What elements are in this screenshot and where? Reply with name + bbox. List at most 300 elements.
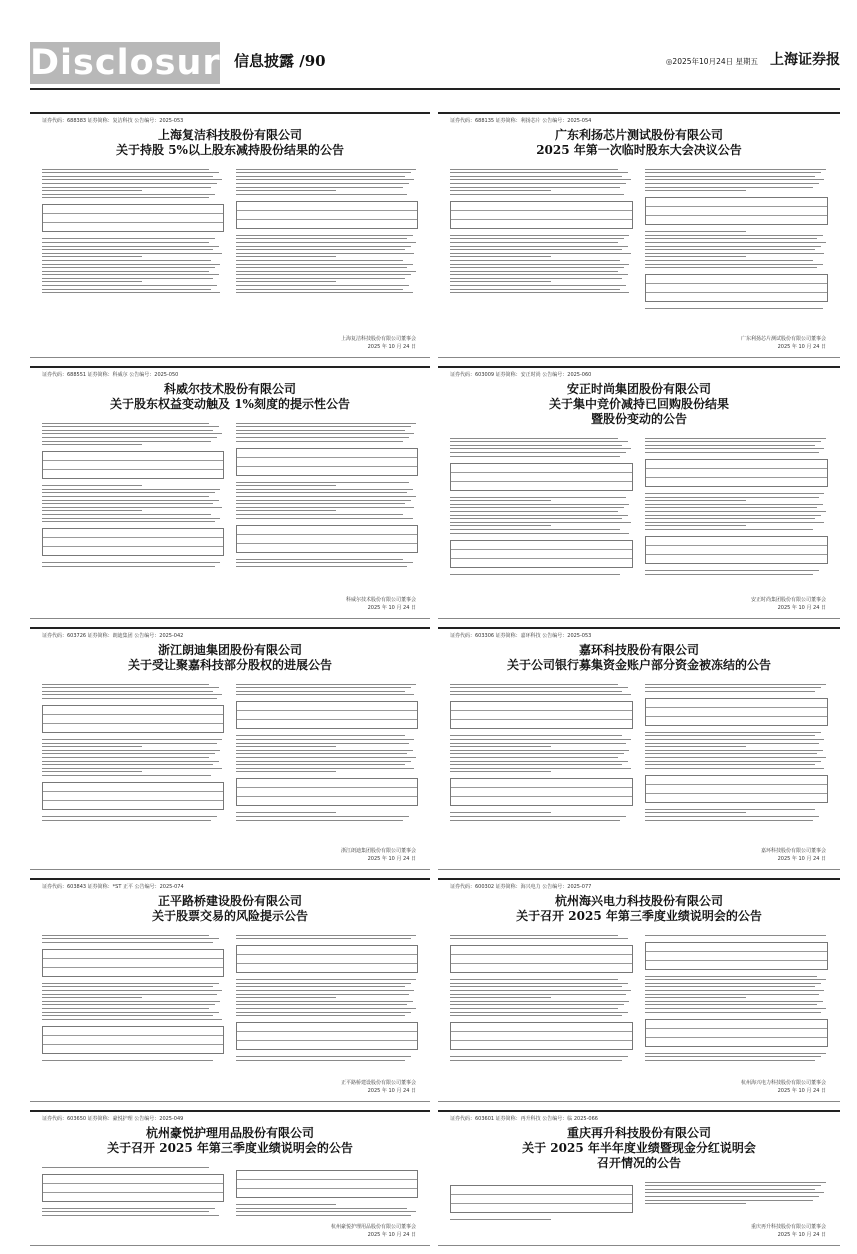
body-column — [236, 166, 418, 335]
text-line — [645, 504, 823, 505]
text-line — [645, 179, 824, 180]
announcement-codes: 证券代码：603009 证券简称：安正时尚 公告编号：2025-060 — [450, 372, 592, 378]
text-line — [450, 285, 626, 286]
text-line — [236, 1211, 416, 1212]
text-line — [42, 256, 142, 257]
text-line — [645, 1012, 821, 1013]
announcement-title-line: 关于集中竞价减持已回购股份结果 — [548, 397, 729, 411]
text-line — [236, 1001, 413, 1002]
text-line — [236, 735, 405, 736]
text-line — [450, 1056, 628, 1057]
text-line — [645, 1196, 819, 1197]
announcement-title — [30, 894, 430, 924]
text-line — [450, 452, 626, 453]
data-table — [42, 949, 224, 977]
text-line — [450, 990, 631, 991]
data-table — [42, 528, 224, 556]
announcement-signature — [751, 1223, 826, 1239]
announcement-codes: 证券代码：688135 证券简称：利扬芯片 公告编号：2025-054 — [450, 118, 592, 124]
text-line — [450, 187, 620, 188]
text-line — [42, 739, 222, 740]
body-column — [645, 1179, 828, 1223]
text-line — [236, 242, 416, 243]
text-line — [450, 529, 620, 530]
text-line — [645, 746, 746, 747]
text-line — [236, 489, 413, 490]
text-line — [236, 691, 405, 692]
text-line — [236, 812, 336, 813]
text-line — [645, 994, 819, 995]
text-line — [645, 684, 826, 685]
text-line — [236, 990, 414, 991]
text-line — [42, 1012, 219, 1013]
text-line — [450, 820, 620, 821]
data-table — [450, 945, 633, 973]
text-line — [42, 990, 222, 991]
text-line — [42, 503, 213, 504]
text-line — [645, 441, 821, 442]
text-line — [236, 492, 407, 493]
text-line — [450, 242, 618, 243]
signature-line: 正平路桥建设股份有限公司董事会 — [340, 1080, 416, 1086]
text-line — [236, 1012, 411, 1013]
text-line — [645, 1203, 746, 1204]
text-line — [236, 1008, 416, 1009]
text-line — [450, 504, 629, 505]
text-line — [645, 990, 824, 991]
text-line — [645, 249, 815, 250]
text-line — [42, 764, 213, 765]
text-line — [450, 746, 551, 747]
text-line — [450, 256, 551, 257]
signature-line: 安正时尚集团股份有限公司董事会 — [750, 597, 826, 603]
announcement-title — [438, 128, 840, 158]
text-line — [450, 1008, 618, 1009]
text-line — [236, 183, 409, 184]
text-line — [645, 1185, 821, 1186]
text-line — [236, 503, 405, 504]
text-line — [236, 194, 407, 195]
text-line — [236, 994, 409, 995]
text-line — [645, 267, 817, 268]
text-line — [450, 739, 631, 740]
text-line — [645, 438, 826, 439]
text-line — [42, 249, 213, 250]
text-line — [42, 267, 215, 268]
announcement-codes: 证券代码：603306 证券简称：嘉环科技 公告编号：2025-053 — [450, 633, 592, 639]
text-line — [645, 935, 826, 936]
text-line — [645, 253, 824, 254]
text-line — [645, 452, 819, 453]
text-line — [42, 197, 209, 198]
body-column — [42, 681, 224, 847]
text-line — [42, 246, 219, 247]
signature-line: 2025 年 10 月 24 日 — [367, 856, 416, 862]
text-line — [450, 515, 628, 516]
text-line — [450, 979, 618, 980]
text-line — [645, 238, 817, 239]
text-line — [42, 942, 213, 943]
text-line — [236, 816, 409, 817]
data-table — [42, 1174, 224, 1202]
text-line — [42, 562, 220, 563]
text-line — [450, 271, 618, 272]
text-line — [236, 687, 411, 688]
text-line — [42, 997, 142, 998]
announcement-body — [42, 681, 418, 847]
body-column — [645, 435, 828, 596]
text-line — [236, 190, 336, 191]
text-line — [236, 518, 413, 519]
data-table — [236, 1170, 418, 1198]
text-line — [236, 510, 336, 511]
announcement-title-line: 2025 年第一次临时股东大会决议公告 — [536, 143, 742, 157]
signature-line: 2025 年 10 月 24 日 — [367, 1232, 416, 1238]
text-line — [450, 574, 620, 575]
text-line — [645, 515, 821, 516]
announcement-title-line: 科威尔技术股份有限公司 — [163, 382, 296, 396]
text-line — [645, 750, 823, 751]
text-line — [42, 489, 220, 490]
text-line — [450, 511, 618, 512]
text-line — [236, 274, 411, 275]
text-line — [645, 764, 815, 765]
text-line — [450, 938, 628, 939]
announcement-codes: 证券代码：603601 证券简称：再升科技 公告编号：临 2025-066 — [450, 1116, 598, 1122]
data-table — [236, 201, 418, 229]
text-line — [42, 507, 222, 508]
text-line — [450, 183, 626, 184]
text-line — [450, 235, 629, 236]
text-line — [645, 1053, 826, 1054]
announcement-signature — [741, 335, 826, 351]
text-line — [645, 511, 826, 512]
text-line — [645, 976, 817, 977]
masthead — [30, 38, 840, 88]
announcement-title-line: 关于召开 2025 年第三季度业绩说明会的公告 — [516, 909, 762, 923]
announcement-title-line: 正平路桥建设股份有限公司 — [157, 894, 302, 908]
announcement-title-line: 浙江朗迪集团股份有限公司 — [157, 643, 302, 657]
text-line — [645, 500, 746, 501]
announcement-signature — [751, 596, 826, 612]
text-line — [236, 566, 407, 567]
text-line — [645, 242, 826, 243]
data-table — [450, 778, 633, 806]
text-line — [450, 753, 624, 754]
data-table — [42, 204, 224, 232]
text-line — [236, 1215, 411, 1216]
text-line — [645, 570, 819, 571]
text-line — [645, 445, 815, 446]
text-line — [236, 768, 414, 769]
announcement-title-line: 上海复洁科技股份有限公司 — [157, 128, 302, 142]
text-line — [42, 935, 209, 936]
data-table — [450, 1022, 633, 1050]
text-line — [450, 684, 618, 685]
data-table — [42, 451, 224, 479]
announcement-signature — [761, 847, 826, 863]
text-line — [236, 249, 405, 250]
announcement-title-line: 关于持股 5%以上股东减持股份结果的公告 — [116, 143, 344, 157]
text-line — [42, 775, 211, 776]
text-line — [236, 278, 405, 279]
text-line — [450, 274, 628, 275]
text-line — [42, 183, 217, 184]
text-line — [645, 739, 824, 740]
text-line — [42, 274, 219, 275]
text-line — [450, 278, 622, 279]
text-line — [42, 437, 217, 438]
text-line — [450, 289, 620, 290]
signature-line: 浙江朗迪集团股份有限公司董事会 — [340, 848, 416, 854]
text-line — [645, 820, 813, 821]
text-line — [645, 308, 823, 309]
data-table — [236, 448, 418, 476]
announcement-title — [438, 1126, 840, 1171]
text-line — [645, 176, 815, 177]
text-line — [236, 430, 405, 431]
text-line — [236, 739, 414, 740]
announcement-body — [42, 420, 418, 596]
text-line — [450, 1219, 551, 1220]
text-line — [236, 179, 414, 180]
text-line — [42, 172, 219, 173]
announcement-body — [42, 1164, 418, 1223]
text-line — [450, 743, 626, 744]
text-line — [42, 1001, 220, 1002]
text-line — [645, 809, 815, 810]
text-line — [645, 1182, 826, 1183]
text-line — [645, 687, 821, 688]
text-line — [42, 761, 219, 762]
text-line — [42, 994, 217, 995]
text-line — [236, 264, 413, 265]
text-line — [645, 768, 824, 769]
text-line — [236, 761, 411, 762]
issue-date: ◎2025年10月24日 星期五 — [665, 57, 758, 66]
text-line — [450, 253, 631, 254]
announcement-title-line: 暨股份变动的公告 — [590, 412, 687, 426]
text-line — [236, 187, 403, 188]
text-line — [42, 746, 142, 747]
text-line — [236, 1004, 407, 1005]
text-line — [236, 253, 414, 254]
text-line — [645, 735, 815, 736]
announcement-body — [450, 681, 828, 847]
data-table — [645, 942, 828, 970]
text-line — [450, 525, 551, 526]
text-line — [42, 242, 209, 243]
text-line — [450, 750, 629, 751]
text-line — [42, 694, 222, 695]
announcement-body — [450, 1179, 828, 1223]
text-line — [236, 514, 403, 515]
text-line — [42, 194, 215, 195]
text-line — [42, 430, 213, 431]
text-line — [645, 264, 823, 265]
announcement-codes: 证券代码：688383 证券简称：复洁科技 公告编号：2025-053 — [42, 118, 184, 124]
text-line — [645, 1004, 817, 1005]
text-line — [42, 1060, 213, 1061]
text-line — [236, 743, 409, 744]
text-line — [42, 271, 209, 272]
text-line — [42, 253, 222, 254]
text-line — [450, 497, 626, 498]
text-line — [236, 935, 416, 936]
text-line — [450, 438, 618, 439]
text-line — [450, 764, 622, 765]
text-line — [450, 1012, 628, 1013]
text-line — [645, 691, 815, 692]
body-column — [450, 1179, 633, 1223]
text-line — [645, 1001, 823, 1002]
text-line — [645, 169, 826, 170]
text-line — [450, 176, 622, 177]
text-line — [645, 1192, 824, 1193]
text-line — [450, 169, 618, 170]
text-line — [42, 496, 209, 497]
text-line — [645, 574, 813, 575]
text-line — [42, 757, 209, 758]
text-line — [645, 518, 815, 519]
announcement-signature — [341, 335, 416, 351]
text-line — [645, 1200, 813, 1201]
text-line — [42, 264, 220, 265]
text-line — [236, 1056, 411, 1057]
text-line — [42, 281, 142, 282]
text-line — [42, 698, 217, 699]
data-table — [42, 705, 224, 733]
text-line — [42, 687, 219, 688]
data-table — [645, 459, 828, 487]
text-line — [645, 1056, 821, 1057]
text-line — [42, 485, 142, 486]
announcement — [438, 1110, 840, 1246]
data-table — [645, 197, 828, 225]
text-line — [236, 496, 416, 497]
text-line — [42, 176, 213, 177]
announcement-title — [438, 894, 840, 924]
text-line — [450, 190, 551, 191]
announcement-body — [42, 166, 418, 335]
signature-line: 2025 年 10 月 24 日 — [777, 1232, 826, 1238]
text-line — [42, 441, 211, 442]
text-line — [42, 684, 209, 685]
data-table — [236, 1022, 418, 1050]
text-line — [236, 176, 405, 177]
signature-line: 2025 年 10 月 24 日 — [777, 605, 826, 611]
text-line — [42, 566, 215, 567]
body-column — [42, 166, 224, 335]
announcement-title-line: 安正时尚集团股份有限公司 — [566, 382, 711, 396]
text-line — [236, 938, 411, 939]
announcement-codes: 证券代码：600302 证券简称：海兴电力 公告编号：2025-077 — [450, 884, 592, 890]
announcement-signature — [331, 1223, 416, 1239]
text-line — [42, 289, 211, 290]
text-line — [236, 256, 336, 257]
data-table — [450, 1185, 633, 1213]
text-line — [645, 493, 824, 494]
text-line — [236, 753, 407, 754]
text-line — [236, 684, 416, 685]
text-line — [236, 281, 336, 282]
body-column — [236, 420, 418, 596]
text-line — [450, 694, 631, 695]
text-line — [236, 562, 413, 563]
text-line — [42, 179, 222, 180]
text-line — [645, 235, 823, 236]
announcement-body — [450, 932, 828, 1079]
text-line — [450, 500, 551, 501]
text-line — [42, 521, 215, 522]
announcement-title — [438, 382, 840, 427]
text-line — [450, 456, 620, 457]
announcement-title-line: 关于公司银行募集资金账户部分资金被冻结的公告 — [506, 658, 771, 672]
announcement-body — [450, 435, 828, 596]
text-line — [42, 1008, 209, 1009]
text-line — [236, 757, 416, 758]
text-line — [450, 768, 631, 769]
text-line — [42, 820, 211, 821]
text-line — [42, 278, 213, 279]
text-line — [42, 986, 213, 987]
text-line — [236, 983, 411, 984]
text-line — [450, 179, 631, 180]
text-line — [42, 1211, 209, 1212]
data-table — [236, 778, 418, 806]
text-line — [645, 497, 819, 498]
text-line — [450, 264, 629, 265]
section-title: 信息披露 /90 — [234, 52, 326, 70]
announcement-title-line: 关于召开 2025 年第三季度业绩说明会的公告 — [107, 1141, 353, 1155]
text-line — [645, 507, 817, 508]
text-line — [236, 1204, 336, 1205]
text-line — [645, 260, 813, 261]
text-line — [236, 235, 413, 236]
text-line — [645, 529, 813, 530]
announcement-title — [438, 643, 840, 673]
text-line — [645, 183, 819, 184]
body-column — [236, 932, 418, 1079]
text-line — [645, 1189, 815, 1190]
data-table — [645, 536, 828, 564]
body-column — [42, 1164, 224, 1223]
data-table — [645, 274, 828, 302]
text-line — [236, 437, 409, 438]
text-line — [236, 1060, 405, 1061]
text-line — [450, 533, 629, 534]
text-line — [450, 1004, 624, 1005]
text-line — [236, 507, 414, 508]
text-line — [645, 761, 821, 762]
signature-line: 2025 年 10 月 24 日 — [777, 856, 826, 862]
text-line — [42, 292, 220, 293]
text-line — [645, 979, 826, 980]
announcement — [30, 1110, 430, 1246]
text-line — [42, 260, 211, 261]
body-column — [450, 166, 633, 335]
text-line — [236, 172, 411, 173]
announcement-title-line: 关于受让聚嘉科技部分股权的进展公告 — [127, 658, 332, 672]
announcement-signature — [741, 1079, 826, 1095]
data-table — [645, 775, 828, 803]
text-line — [450, 1001, 629, 1002]
announcement-title — [30, 128, 430, 158]
text-line — [450, 518, 622, 519]
data-table — [645, 1019, 828, 1047]
announcement — [438, 366, 840, 619]
signature-line: 重庆再升科技股份有限公司董事会 — [750, 1224, 826, 1230]
